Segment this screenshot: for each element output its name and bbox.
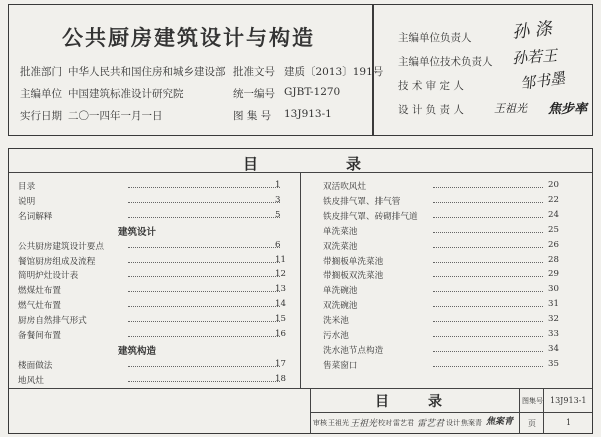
toc-entry[interactable] xyxy=(18,180,289,192)
toc-entry-label: 燃气灶布置 xyxy=(18,301,61,312)
toc-entry[interactable] xyxy=(18,210,289,222)
toc-entry-label: 单洗碗池 xyxy=(323,286,358,297)
toc-entry[interactable] xyxy=(323,240,562,252)
titleblock-name-right: 录 xyxy=(428,394,442,410)
chief-editor-label: 主编单位 xyxy=(20,88,62,100)
toc-entry[interactable] xyxy=(323,299,562,311)
toc-entry-page: 12 xyxy=(275,269,286,280)
toc-entry-page: 28 xyxy=(548,254,559,265)
titleblock-page-label: 页 xyxy=(528,419,536,428)
toc-leader-dots xyxy=(128,291,280,292)
toc-entry[interactable] xyxy=(18,284,289,296)
titleblock-designer: 焦案青 xyxy=(461,419,482,427)
signature-4: 王祖光 xyxy=(494,102,527,115)
toc-entry[interactable] xyxy=(18,359,289,371)
titleblock-divider-3 xyxy=(543,388,544,434)
unified-code-label: 统一编号 xyxy=(233,88,275,100)
toc-leader-dots xyxy=(433,202,543,203)
toc-leader-dots xyxy=(433,336,543,337)
toc-entry[interactable] xyxy=(18,299,289,311)
atlas-number-value: 13J913-1 xyxy=(284,108,332,120)
toc-entry-label: 售菜窗口 xyxy=(323,360,358,371)
toc-entry[interactable] xyxy=(18,269,289,281)
toc-leader-dots xyxy=(433,366,543,367)
toc-entry-label: 带搁板单洗菜池 xyxy=(323,256,384,267)
toc-entry[interactable] xyxy=(323,284,562,296)
toc-leader-dots xyxy=(433,232,543,233)
titleblock-review-label: 审核 xyxy=(313,419,327,427)
toc-entry-page: 32 xyxy=(548,314,559,325)
toc-entry-label: 地风灶 xyxy=(18,375,44,386)
document-title: 公共厨房建筑设计与构造 xyxy=(62,26,315,50)
signature-2: 孙若王 xyxy=(511,46,558,68)
toc-entry-page: 33 xyxy=(548,329,559,339)
toc-entry-label: 厨房自然排气形式 xyxy=(18,316,87,327)
role-design-head: 设 计 负 责 人 xyxy=(398,104,464,116)
toc-entry-label: 目录 xyxy=(18,182,36,192)
toc-leader-dots xyxy=(128,321,280,322)
toc-entry-label: 单洗菜池 xyxy=(323,226,358,237)
toc-entry[interactable] xyxy=(18,329,289,341)
toc-entry[interactable] xyxy=(323,359,562,371)
toc-entry-label: 备餐间布置 xyxy=(18,331,61,341)
effective-date-value: 二〇一四年一月一日 xyxy=(68,110,163,122)
toc-entry[interactable] xyxy=(323,180,562,192)
toc-heading-right: 录 xyxy=(346,155,362,173)
toc-entry-label: 餐馆厨房组成及流程 xyxy=(18,256,96,267)
titleblock-atlas-value: 13J913-1 xyxy=(550,396,587,405)
toc-entry-page: 16 xyxy=(275,329,286,339)
toc-leader-dots xyxy=(433,306,543,307)
toc-heading-left: 目 xyxy=(243,155,259,173)
toc-leader-dots xyxy=(433,276,543,277)
titleblock-reviewer-signature: 王祖光 xyxy=(350,419,378,429)
toc-leader-dots xyxy=(128,187,280,188)
titleblock-atlas-label: 图集号 xyxy=(522,397,543,405)
toc-entry-label: 双洗碗池 xyxy=(323,301,358,312)
titleblock-page-value: 1 xyxy=(566,418,572,427)
toc-entry-page: 11 xyxy=(275,254,286,265)
chief-editor-value: 中国建筑标准设计研究院 xyxy=(68,88,184,100)
toc-entry[interactable] xyxy=(18,374,289,386)
toc-entry[interactable] xyxy=(323,269,562,281)
titleblock-row-divider xyxy=(310,412,592,413)
toc-entry[interactable] xyxy=(323,314,562,326)
role-chief-unit-head: 主编单位负责人 xyxy=(398,32,472,44)
toc-entry[interactable] xyxy=(18,240,289,252)
toc-entry-page: 15 xyxy=(275,314,286,325)
atlas-number-label: 图 集 号 xyxy=(233,110,272,122)
toc-entry[interactable] xyxy=(18,314,289,326)
toc-entry-label: 简明炉灶设计表 xyxy=(18,271,79,282)
toc-leader-dots xyxy=(433,291,543,292)
titleblock-reviewer: 王祖光 xyxy=(328,419,349,427)
toc-entry-page: 30 xyxy=(548,284,559,295)
toc-entry-label: 洗米池 xyxy=(323,316,349,327)
signature-5: 焦步率 xyxy=(548,102,588,117)
toc-entry[interactable] xyxy=(323,255,562,267)
toc-entry-page: 13 xyxy=(275,284,286,295)
toc-entry-page: 5 xyxy=(275,209,281,220)
toc-entry-label: 双活吹风灶 xyxy=(323,182,366,192)
toc-entry-label: 铁皮排气罩、排气管 xyxy=(323,196,401,207)
toc-entry[interactable] xyxy=(323,225,562,237)
toc-entry-page: 29 xyxy=(548,269,559,280)
toc-entry[interactable] xyxy=(18,255,289,267)
approval-doc-value: 建质〔2013〕191号 xyxy=(284,66,384,78)
toc-leader-dots xyxy=(433,247,543,248)
left-section-heading: 建筑构造 xyxy=(118,345,157,357)
toc-leader-dots xyxy=(433,187,543,188)
toc-entry-label: 名词解释 xyxy=(18,211,53,222)
toc-leader-dots xyxy=(433,262,543,263)
toc-entry-page: 17 xyxy=(275,358,286,369)
toc-entry-page: 3 xyxy=(275,194,281,205)
titleblock-design-label: 设计 xyxy=(446,419,460,427)
toc-entry-page: 20 xyxy=(548,180,559,190)
toc-entry-label: 带搁板双洗菜池 xyxy=(323,271,384,282)
toc-leader-dots xyxy=(128,202,280,203)
titleblock-divider-2 xyxy=(519,388,520,434)
toc-entry-page: 6 xyxy=(275,239,281,250)
toc-entry-label: 公共厨房建筑设计要点 xyxy=(18,241,104,252)
toc-entry-page: 35 xyxy=(548,358,559,369)
titleblock-proofreader-signature: 雷艺君 xyxy=(417,419,445,429)
toc-entry[interactable] xyxy=(323,195,562,207)
signature-3: 邹书墨 xyxy=(519,68,567,94)
titleblock-proofread-label: 校对 xyxy=(378,419,392,427)
toc-leader-dots xyxy=(128,247,280,248)
toc-leader-dots xyxy=(128,306,280,307)
approval-dept-label: 批准部门 xyxy=(20,66,62,78)
toc-leader-dots xyxy=(128,276,280,277)
toc-entry-label: 楼面做法 xyxy=(18,360,53,371)
titleblock-designer-signature: 焦案青 xyxy=(486,417,514,427)
approval-doc-label: 批准文号 xyxy=(233,66,275,78)
toc-entry-page: 26 xyxy=(548,239,559,250)
toc-column-divider xyxy=(300,172,301,388)
approval-dept-value: 中华人民共和国住房和城乡建设部 xyxy=(68,66,226,78)
toc-entry-label: 说明 xyxy=(18,196,36,207)
toc-entry-page: 22 xyxy=(548,194,559,205)
titleblock-proofreader: 雷艺君 xyxy=(393,419,414,427)
toc-entry-label: 燃煤灶布置 xyxy=(18,286,61,297)
toc-entry-label: 双洗菜池 xyxy=(323,241,358,252)
toc-entry[interactable] xyxy=(323,344,562,356)
toc-entry[interactable] xyxy=(18,195,289,207)
toc-entry-page: 14 xyxy=(275,299,286,310)
role-technical-reviewer: 技 术 审 定 人 xyxy=(398,80,464,92)
toc-leader-dots xyxy=(128,381,280,382)
toc-entry-label: 洗水池节点构造 xyxy=(323,345,384,356)
effective-date-label: 实行日期 xyxy=(20,110,62,122)
unified-code-value: GJBT-1270 xyxy=(284,86,341,98)
toc-entry-page: 31 xyxy=(548,299,559,310)
toc-entry-page: 24 xyxy=(548,209,559,220)
titleblock-top-border xyxy=(9,388,592,389)
toc-leader-dots xyxy=(433,217,543,218)
toc-entry-page: 1 xyxy=(275,180,281,190)
toc-entry-label: 铁皮排气罩、砖砌排气道 xyxy=(323,211,418,222)
left-section-heading: 建筑设计 xyxy=(118,226,157,238)
toc-leader-dots xyxy=(433,321,543,322)
toc-leader-dots xyxy=(128,262,280,263)
role-technical-head: 主编单位技术负责人 xyxy=(398,56,493,68)
signature-1: 孙 涤 xyxy=(511,18,553,43)
toc-leader-dots xyxy=(433,351,543,352)
toc-entry[interactable] xyxy=(323,210,562,222)
toc-leader-dots xyxy=(128,217,280,218)
toc-entry-label: 污水池 xyxy=(323,331,349,341)
toc-entry-page: 18 xyxy=(275,373,286,384)
toc-entry-page: 34 xyxy=(548,343,559,354)
toc-leader-dots xyxy=(128,366,280,367)
toc-entry-page: 25 xyxy=(548,224,559,235)
titleblock-divider-1 xyxy=(310,388,311,434)
titleblock-name-left: 目 xyxy=(375,394,389,410)
toc-entry[interactable] xyxy=(323,329,562,341)
toc-leader-dots xyxy=(128,336,280,337)
